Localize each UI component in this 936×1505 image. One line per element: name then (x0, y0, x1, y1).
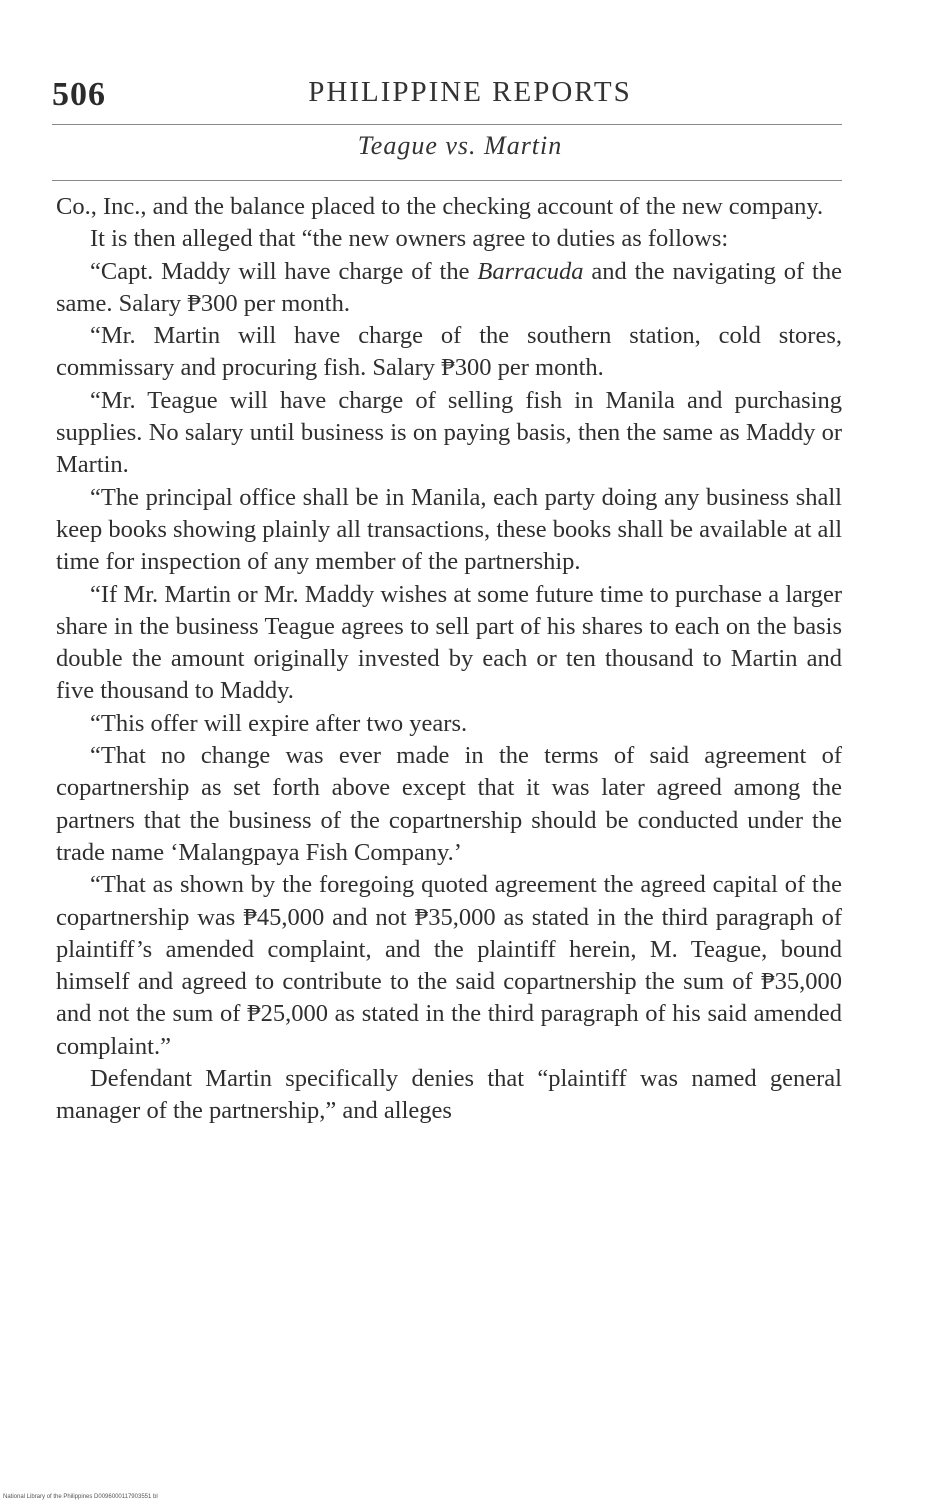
paragraph-2: It is then alleged that “the new owners agree to duties as follows: (90, 225, 729, 253)
paragraph-9: “That no change was ever made in the terms of said agreement of copartnership as set forth above except that it was later agreed among the partners that the business of the copartnership should be conducted under the trade name ‘Malangpaya Fish Company.’ (56, 742, 842, 866)
page-number: 506 (52, 76, 106, 113)
header-rule-bottom (52, 180, 842, 181)
paragraph-11: Defendant Martin specifically denies that “plaintiff was named general manager of the partnership,” and alleges (56, 1065, 842, 1125)
paragraph-1: Co., Inc., and the balance placed to the checking account of the new company. (56, 193, 824, 220)
footer-stamp: National Library of the Philippines D0096000117903551 bl (3, 1494, 158, 1500)
vessel-name: Barracuda (477, 257, 584, 285)
paragraph-3-after: and the navigating of the same. Salary ₱300 per month. (56, 257, 842, 317)
paragraph-7: “If Mr. Martin or Mr. Maddy wishes at some future time to purchase a larger share in the business Teague agrees to sell part of his shares to each on the basis double the amount originally invested by each or ten thousand to Martin and five thousand to Maddy. (56, 580, 842, 705)
paragraph-3 (56, 256, 842, 321)
paragraph-3-before: “Capt. Maddy will have charge of the (90, 257, 478, 285)
paragraph-4: “Mr. Martin will have charge of the southern station, cold stores, commissary and procuring fish. Salary ₱300 per month. (56, 322, 842, 382)
paragraph-5: “Mr. Teague will have charge of selling fish in Manila and purchasing supplies. No salary until business is on paying basis, then the same as Maddy or Martin. (56, 386, 842, 479)
paragraph-8: “This offer will expire after two years. (90, 709, 468, 737)
paragraph-6: “The principal office shall be in Manila, each party doing any business shall keep books showing plainly all transactions, these books shall be available at all time for inspection of any member of the partnership. (56, 483, 842, 576)
running-title: PHILIPPINE REPORTS (308, 76, 632, 108)
paragraph-10: “That as shown by the foregoing quoted agreement the agreed capital of the copartnership was ₱45,000 and not ₱35,000 as stated in the third paragraph of plaintiff’s amended complaint, and the plaintiff herein, M. Teague, bound himself and agreed to contribute to the said copartnership the sum of ₱35,000 and not the sum of ₱25,000 as stated in the third paragraph of his said amended complaint.” (56, 871, 842, 1060)
case-title: Teague vs. Martin (357, 131, 563, 160)
body-text (56, 191, 842, 1128)
header-rule-top (52, 124, 842, 125)
